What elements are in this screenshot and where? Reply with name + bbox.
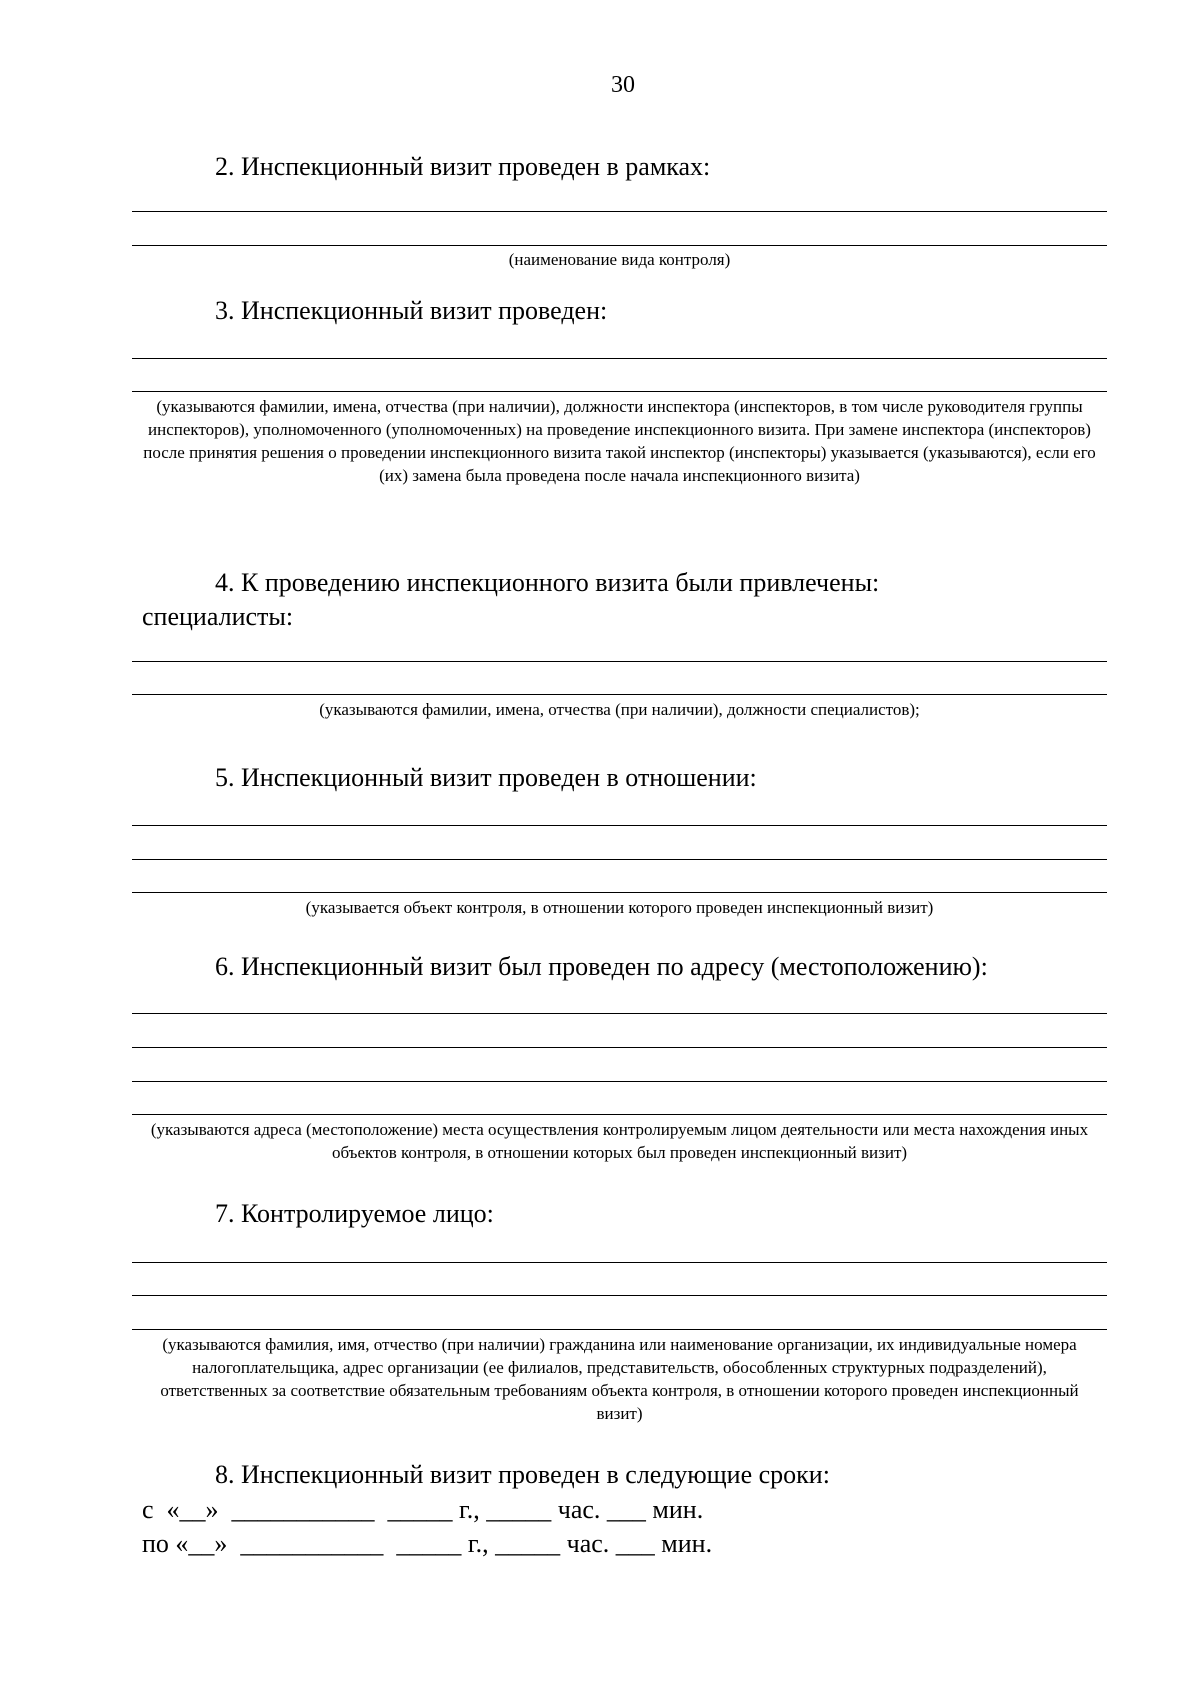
section-3-heading: 3. Инспекционный визит проведен: [215,296,608,325]
section-7-heading: 7. Контролируемое лицо: [215,1199,494,1228]
fill-line [132,1262,1107,1263]
section-6-caption: (указываются адреса (местоположение) места осуществления контролируемым лицом деятельности или места нахождения иных объектов контроля, в отношении которых был проведен инспекционный визит) [150,1120,1089,1162]
section-5-heading: 5. Инспекционный визит проведен в отношении: [215,763,757,792]
section-6-heading: 6. Инспекционный визит был проведен по адресу (местоположению): [215,952,988,981]
fill-line [132,358,1107,359]
fill-line [132,892,1107,893]
fill-line [132,1013,1107,1014]
section-4-caption: (указываются фамилии, имена, отчества (при наличии), должности специалистов); [319,700,920,719]
fill-line [132,1047,1107,1048]
fill-line [132,694,1107,695]
fill-line [132,211,1107,212]
fill-line [132,245,1107,246]
section-3-caption: (указываются фамилии, имена, отчества (при наличии), должности инспектора (инспекторов, в том числе руководителя группы инспекторов), уполномоченного (уполномоченных) на проведение инспекционного визита. При замене инспектора (инспекторов) после принятия решения о проведении инспекционного визита такой инспектор (инспекторы) указывается (указываются), если его (их) замена была проведена после начала инспекционного визита) [143,397,1096,485]
section-4-subheading: специалисты: [142,602,294,631]
page-number: 30 [611,72,635,98]
section-5-caption: (указывается объект контроля, в отношении которого проведен инспекционный визит) [305,898,934,917]
fill-line [132,1329,1107,1330]
fill-line [132,391,1107,392]
fill-line [132,661,1107,662]
section-2-heading: 2. Инспекционный визит проведен в рамках: [215,152,711,181]
section-2-caption: (наименование вида контроля) [508,250,731,269]
section-8-heading: 8. Инспекционный визит проведен в следующие сроки: [215,1460,830,1489]
start-date-line: с «__» ___________ _____ г., _____ час. ___ мин. [142,1495,704,1524]
fill-line [132,1081,1107,1082]
fill-line [132,825,1107,826]
end-date-line: по «__» ___________ _____ г., _____ час. ___ мин. [142,1529,713,1558]
fill-line [132,1114,1107,1115]
fill-line [132,1295,1107,1296]
section-4-heading: 4. К проведению инспекционного визита были привлечены: [215,568,880,597]
fill-line [132,859,1107,860]
section-7-caption: (указываются фамилия, имя, отчество (при наличии) гражданина или наименование организации, их индивидуальные номера налогоплательщика, адрес организации (ее филиалов, представительств, обособленных структурных подразделений), ответственных за соответствие обязательным требованиям объекта контроля, в отношении которого проведен инспекционный визит) [160,1335,1079,1423]
